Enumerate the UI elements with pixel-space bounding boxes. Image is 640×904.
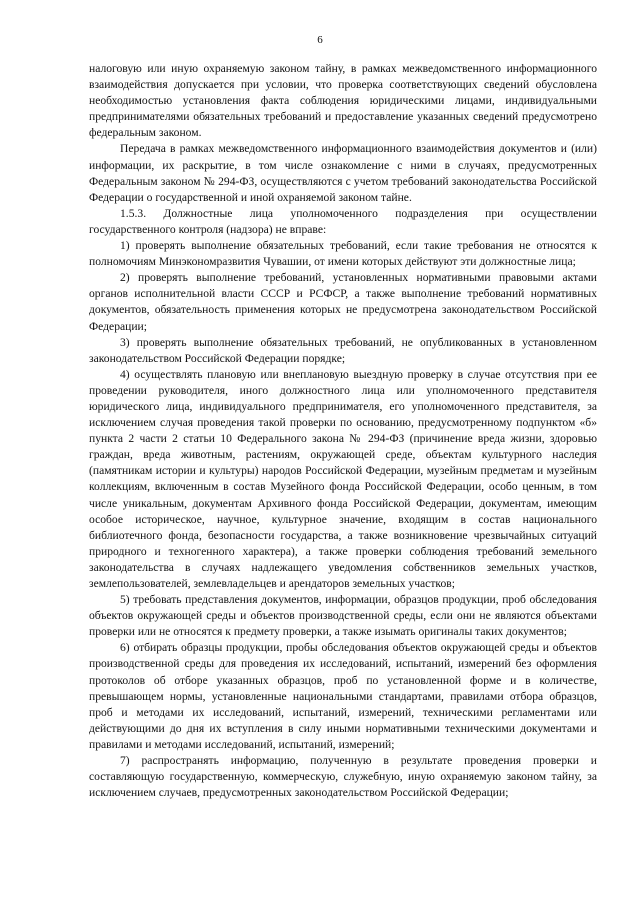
list-item-1: 1) проверять выполнение обязательных требований, если такие требования не относятся к полномочиям Минэкономразвития Чувашии, от имени которых действуют эти должностные лица;	[89, 239, 597, 269]
paragraph-section-1-5-3: 1.5.3. Должностные лица уполномоченного подразделения при осуществлении государственного контроля (надзора) не вправе:	[89, 206, 597, 236]
list-item-4: 4) осуществлять плановую или внеплановую выездную проверку в случае отсутствия при ее проведении руководителя, иного должностного лица или уполномоченного представителя юридического лица, индивидуального предпринимателя, его уполномоченного представителя, за исключением случая проведения такой проверки по основанию, предусмотренному подпунктом «б» пункта 2 части 2 статьи 10 Федерального закона № 294-ФЗ (причинение вреда жизни, здоровью граждан, вреда животным, растениям, окружающей среде, объектам культурного наследия (памятникам истории и культуры) народов Российской Федерации, музейным предметам и музейным коллекциям, включенным в состав Музейного фонда Российской Федерации, особо ценным, в том числе уникальным, документам Архивного фонда Российской Федерации, документам, имеющим особое историческое, научное, культурное значение, входящим в состав национального библиотечного фонда, безопасности государства, а также возникновение чрезвычайных ситуаций природного и техногенного характера), а также проверки соблюдения требований земельного законодательства в случаях надлежащего уведомления собственников земельных участков, землепользователей, землевладельцев и арендаторов земельных участков;	[89, 367, 597, 590]
list-item-3: 3) проверять выполнение обязательных требований, не опубликованных в установленном законодательством Российской Федерации порядке;	[89, 335, 597, 365]
list-item-7: 7) распространять информацию, полученную в результате проведения проверки и составляющую государственную, коммерческую, служебную, иную охраняемую законом тайну, за исключением случаев, предусмотренных законодательством Российской Федерации;	[89, 754, 597, 800]
paragraph-continuation: налоговую или иную охраняемую законом тайну, в рамках межведомственного информационного взаимодействия допускается при условии, что проверка соответствующих сведений обусловлена необходимостью установления факта соблюдения юридическими лицами, индивидуальными предпринимателями обязательных требований и предоставление указанных сведений предусмотрено федеральным законом.	[89, 62, 597, 140]
page-number: 6	[317, 34, 323, 46]
list-item-6: 6) отбирать образцы продукции, пробы обследования объектов окружающей среды и объектов производственной среды для проведения их исследований, испытаний, измерений без оформления протоколов об отборе указанных образцов, проб по установленной форме и в количестве, превышающем нормы, установленные национальными стандартами, правилами отбора образцов, проб и методами их исследований, испытаний, измерений, техническими регламентами или действующими до дня их вступления в силу иными нормативными техническими документами и правилами и методами исследований, испытаний, измерений;	[89, 641, 597, 751]
list-item-2: 2) проверять выполнение требований, установленных нормативными правовыми актами органов исполнительной власти СССР и РСФСР, а также выполнение требований нормативных документов, обязательность применения которых не предусмотрена законодательством Российской Федерации;	[89, 271, 597, 333]
document-body	[89, 61, 597, 801]
list-item-5: 5) требовать представления документов, информации, образцов продукции, проб обследования объектов окружающей среды и объектов производственной среды, если они не являются объектами проверки или не относятся к предмету проверки, а также изымать оригиналы таких документов;	[89, 593, 597, 639]
paragraph-data-transfer: Передача в рамках межведомственного информационного взаимодействия документов и (или) информации, их раскрытие, в том числе ознакомление с ними в случаях, предусмотренных Федеральным законом № 294-ФЗ, осуществляются с учетом требований законодательства Российской Федерации о государственной и иной охраняемой законом тайне.	[89, 142, 597, 204]
